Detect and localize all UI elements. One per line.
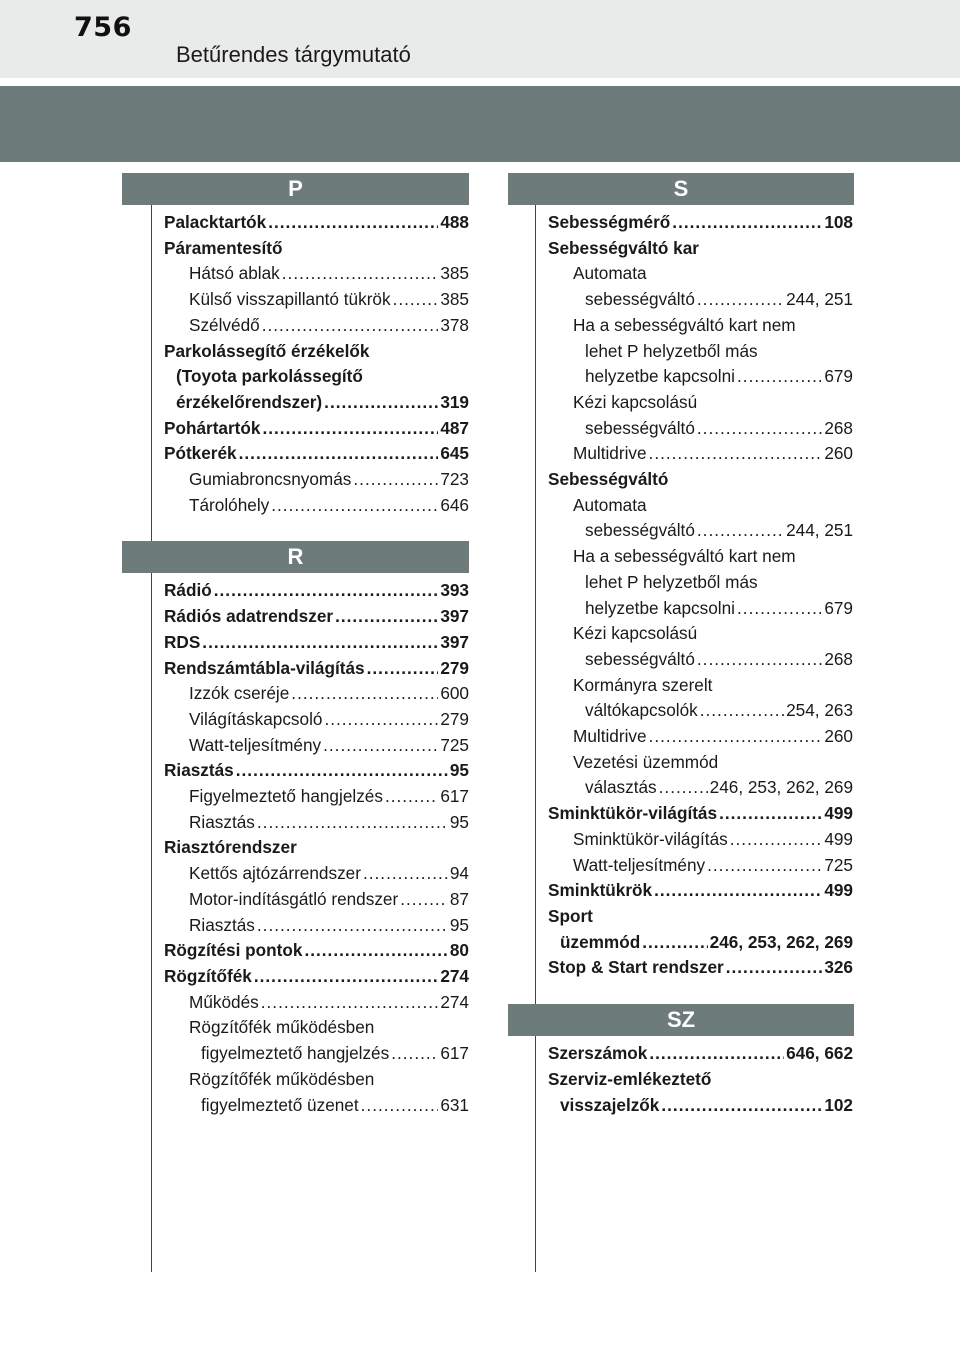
entry-page-ref: 254, 263 xyxy=(786,700,853,721)
entry-term: Watt-teljesítmény xyxy=(189,734,322,755)
index-entry xyxy=(536,801,854,827)
index-entry xyxy=(152,784,470,810)
index-entry xyxy=(536,955,854,981)
section-letter-heading: SZ xyxy=(508,1004,854,1036)
entry-term: Figyelmeztető hangjelzés xyxy=(189,786,383,807)
entry-term: figyelmeztető hangjelzés xyxy=(201,1043,390,1064)
entry-term: Pohártartók xyxy=(164,417,261,438)
entry-term: Tárolóhely xyxy=(189,494,270,515)
index-entry xyxy=(536,878,854,904)
entry-term: Rögzítőfék működésben xyxy=(189,1068,375,1089)
entry-term: Sport xyxy=(548,905,593,926)
dot-leader xyxy=(268,210,438,236)
entry-page-ref: 246, 253, 262, 269 xyxy=(709,777,853,798)
entry-page-ref: 95 xyxy=(449,914,469,935)
dot-leader xyxy=(661,1093,822,1119)
index-section-r xyxy=(152,541,470,1118)
index-entry xyxy=(536,904,854,930)
dot-leader xyxy=(400,887,448,913)
entry-term: Szerszámok xyxy=(548,1043,648,1064)
entry-term: Sebességmérő xyxy=(548,212,671,232)
entry-page-ref: 499 xyxy=(824,828,853,849)
index-entry xyxy=(152,1093,470,1119)
index-entry xyxy=(152,938,470,964)
entry-page-ref: 279 xyxy=(440,657,469,678)
dot-leader xyxy=(737,596,822,622)
entry-term: üzemmód xyxy=(560,931,641,952)
dot-leader xyxy=(291,681,438,707)
dot-leader xyxy=(254,964,438,990)
dot-leader xyxy=(654,878,822,904)
entry-page-ref: 268 xyxy=(824,417,853,438)
index-entry xyxy=(152,707,470,733)
index-entry xyxy=(152,313,470,339)
entry-term: Palacktartók xyxy=(164,212,267,232)
index-entry xyxy=(536,621,854,647)
entry-term: Sminktükör-világítás xyxy=(548,803,718,824)
entry-page-ref: 385 xyxy=(440,289,469,310)
entry-term: Automata xyxy=(573,494,647,515)
section-letter-heading: S xyxy=(508,173,854,205)
entry-page-ref: 87 xyxy=(449,888,469,909)
entry-term: Automata xyxy=(573,263,647,284)
entry-page-ref: 274 xyxy=(440,965,469,986)
entry-page-ref: 393 xyxy=(440,580,469,601)
index-entry xyxy=(536,467,854,493)
dot-leader xyxy=(730,827,823,853)
entry-term: sebességváltó xyxy=(585,289,695,310)
index-entry xyxy=(152,287,470,313)
dot-leader xyxy=(642,930,707,956)
dot-leader xyxy=(672,210,822,236)
entry-term: Multidrive xyxy=(573,726,647,747)
index-entry xyxy=(536,390,854,416)
entry-term: Sebességváltó kar xyxy=(548,237,699,258)
entry-page-ref: 646, 662 xyxy=(786,1043,853,1064)
index-entry xyxy=(152,630,470,656)
entry-term: lehet P helyzetből más xyxy=(585,571,758,592)
index-entry xyxy=(152,1015,470,1041)
entry-page-ref: 499 xyxy=(824,803,853,824)
entry-term: Pótkerék xyxy=(164,443,237,464)
dot-leader xyxy=(393,287,439,313)
section-letter-heading: R xyxy=(122,541,469,573)
index-entry xyxy=(152,1067,470,1093)
section-letter-heading: P xyxy=(122,173,469,205)
index-entries xyxy=(536,1036,854,1118)
entry-term: Rögzítési pontok xyxy=(164,940,303,961)
entry-page-ref: 499 xyxy=(824,880,853,901)
index-entry xyxy=(536,416,854,442)
dot-leader xyxy=(261,990,439,1016)
index-entry xyxy=(536,1067,854,1093)
index-entry xyxy=(152,441,470,467)
entry-term: Rádió xyxy=(164,580,212,601)
dot-leader xyxy=(202,630,438,656)
header-band xyxy=(0,86,960,162)
index-entry xyxy=(536,210,854,236)
entry-term: sebességváltó xyxy=(585,648,695,669)
entry-term: Ha a sebességváltó kart nem xyxy=(573,546,796,567)
index-entry xyxy=(152,990,470,1016)
index-column-right xyxy=(535,173,854,1272)
index-entry xyxy=(152,604,470,630)
entry-page-ref: 244, 251 xyxy=(786,289,853,310)
dot-leader xyxy=(700,698,784,724)
entry-term: Működés xyxy=(189,991,259,1012)
dot-leader xyxy=(363,861,448,887)
entry-page-ref: 617 xyxy=(440,786,469,807)
entry-term: Motor-indításgátló rendszer xyxy=(189,888,399,909)
dot-leader xyxy=(353,467,438,493)
entry-page-ref: 80 xyxy=(449,940,469,961)
index-entry xyxy=(152,339,470,365)
index-entry xyxy=(152,261,470,287)
dot-leader xyxy=(324,390,438,416)
index-entry xyxy=(152,681,470,707)
dot-leader xyxy=(257,810,448,836)
entry-term: Riasztás xyxy=(189,914,255,935)
index-entry xyxy=(152,810,470,836)
index-entries xyxy=(152,205,470,518)
index-entry xyxy=(536,853,854,879)
entry-page-ref: 260 xyxy=(824,726,853,747)
entry-term: sebességváltó xyxy=(585,417,695,438)
dot-leader xyxy=(707,853,822,879)
index-entry xyxy=(152,578,470,604)
dot-leader xyxy=(737,364,822,390)
index-entry xyxy=(536,518,854,544)
dot-leader xyxy=(391,1041,438,1067)
entry-term: Riasztás xyxy=(164,760,234,781)
entry-term: Riasztórendszer xyxy=(164,837,297,858)
entry-page-ref: 279 xyxy=(440,708,469,729)
dot-leader xyxy=(323,733,438,759)
dot-leader xyxy=(335,604,438,630)
dot-leader xyxy=(719,801,822,827)
entry-term: Szerviz-emlékeztető xyxy=(548,1068,712,1089)
entry-page-ref: 326 xyxy=(824,957,853,978)
index-entry xyxy=(536,827,854,853)
dot-leader xyxy=(214,578,439,604)
dot-leader xyxy=(726,955,823,981)
entry-page-ref: 631 xyxy=(440,1094,469,1115)
entry-term: Multidrive xyxy=(573,443,647,464)
index-entry xyxy=(152,835,470,861)
entry-page-ref: 260 xyxy=(824,443,853,464)
dot-leader xyxy=(697,287,784,313)
entry-page-ref: 246, 253, 262, 269 xyxy=(709,931,853,952)
index-entry xyxy=(536,570,854,596)
index-entry xyxy=(536,364,854,390)
index-entry xyxy=(152,236,470,262)
entry-page-ref: 95 xyxy=(449,760,469,781)
index-entry xyxy=(536,596,854,622)
entry-term: Külső visszapillantó tükrök xyxy=(189,289,391,310)
entry-page-ref: 646 xyxy=(440,494,469,515)
entry-term: Hátsó ablak xyxy=(189,263,280,284)
dot-leader xyxy=(697,416,822,442)
entry-term: helyzetbe kapcsolni xyxy=(585,366,736,387)
index-entry xyxy=(152,913,470,939)
entry-page-ref: 725 xyxy=(824,854,853,875)
index-entry xyxy=(536,261,854,287)
entry-page-ref: 319 xyxy=(440,391,469,412)
entry-page-ref: 94 xyxy=(449,863,469,884)
entry-term: Stop & Start rendszer xyxy=(548,957,724,978)
dot-leader xyxy=(262,313,439,339)
entry-term: visszajelzők xyxy=(560,1094,660,1115)
entry-term: Riasztás xyxy=(189,811,255,832)
entry-term: Kettős ajtózárrendszer xyxy=(189,863,361,884)
dot-leader xyxy=(649,441,823,467)
entry-term: helyzetbe kapcsolni xyxy=(585,597,736,618)
index-entry xyxy=(152,887,470,913)
entry-term: Kormányra szerelt xyxy=(573,674,713,695)
dot-leader xyxy=(271,493,438,519)
entry-term: Parkolássegítő érzékelők xyxy=(164,340,370,361)
dot-leader xyxy=(367,656,439,682)
entry-term: Gumiabroncsnyomás xyxy=(189,469,352,490)
index-entry xyxy=(536,775,854,801)
entry-page-ref: 102 xyxy=(824,1094,853,1115)
dot-leader xyxy=(659,775,708,801)
index-entries xyxy=(536,205,854,981)
entry-term: Ha a sebességváltó kart nem xyxy=(573,314,796,335)
index-entry xyxy=(152,467,470,493)
dot-leader xyxy=(282,261,439,287)
entry-term: Rádiós adatrendszer xyxy=(164,606,334,627)
entry-term: választás xyxy=(585,777,657,798)
index-entry xyxy=(152,493,470,519)
entry-term: érzékelőrendszer) xyxy=(176,391,323,412)
entry-term: Rendszámtábla-világítás xyxy=(164,657,365,678)
dot-leader xyxy=(385,784,438,810)
entry-page-ref: 268 xyxy=(824,648,853,669)
index-section-sz xyxy=(536,1004,854,1118)
entry-term: figyelmeztető üzenet xyxy=(201,1094,359,1115)
index-entry xyxy=(536,339,854,365)
entry-term: Világításkapcsoló xyxy=(189,708,323,729)
index-entry xyxy=(536,544,854,570)
index-entry xyxy=(152,416,470,442)
dot-leader xyxy=(239,441,439,467)
entry-term: Sminktükör-világítás xyxy=(573,828,728,849)
index-section-s xyxy=(536,173,854,981)
index-entry xyxy=(536,930,854,956)
dot-leader xyxy=(257,913,448,939)
entry-page-ref: 397 xyxy=(440,631,469,652)
index-entries xyxy=(152,573,470,1118)
entry-page-ref: 385 xyxy=(440,263,469,284)
entry-page-ref: 679 xyxy=(824,366,853,387)
index-entry xyxy=(152,861,470,887)
entry-page-ref: 487 xyxy=(440,417,469,438)
index-entry xyxy=(536,236,854,262)
index-entry xyxy=(152,758,470,784)
index-entry xyxy=(152,1041,470,1067)
index-entry xyxy=(536,673,854,699)
entry-term: Vezetési üzemmód xyxy=(573,751,719,772)
index-entry xyxy=(152,210,470,236)
dot-leader xyxy=(324,707,438,733)
entry-page-ref: 397 xyxy=(440,606,469,627)
dot-leader xyxy=(361,1093,439,1119)
index-entry xyxy=(152,390,470,416)
index-entry xyxy=(152,656,470,682)
entry-term: Páramentesítő xyxy=(164,237,283,258)
entry-page-ref: 725 xyxy=(440,734,469,755)
dot-leader xyxy=(262,416,438,442)
entry-page-ref: 244, 251 xyxy=(786,520,853,541)
index-column-left xyxy=(151,173,470,1272)
dot-leader xyxy=(697,647,822,673)
index-entry xyxy=(536,1041,854,1067)
index-entry xyxy=(536,647,854,673)
index-entry xyxy=(536,493,854,519)
entry-term: sebességváltó xyxy=(585,520,695,541)
index-entry xyxy=(152,964,470,990)
index-entry xyxy=(536,1093,854,1119)
entry-term: Sebességváltó xyxy=(548,469,669,490)
entry-page-ref: 378 xyxy=(440,314,469,335)
index-entry xyxy=(152,733,470,759)
entry-term: Rögzítőfék xyxy=(164,965,252,986)
entry-term: RDS xyxy=(164,631,201,652)
index-entry xyxy=(536,750,854,776)
page-number: 756 xyxy=(74,12,132,43)
index-entry xyxy=(536,313,854,339)
entry-term: váltókapcsolók xyxy=(585,700,698,721)
page-title: Betűrendes tárgymutató xyxy=(176,42,411,67)
entry-page-ref: 274 xyxy=(440,991,469,1012)
dot-leader xyxy=(304,938,447,964)
entry-term: Izzók cseréje xyxy=(189,683,290,704)
entry-term: Sminktükrök xyxy=(548,880,653,901)
entry-page-ref: 488 xyxy=(440,212,469,232)
entry-term: (Toyota parkolássegítő xyxy=(176,366,363,387)
entry-page-ref: 108 xyxy=(824,212,853,232)
index-entry xyxy=(536,287,854,313)
entry-page-ref: 617 xyxy=(440,1043,469,1064)
index-entry xyxy=(152,364,470,390)
entry-term: Watt-teljesítmény xyxy=(573,854,706,875)
entry-page-ref: 95 xyxy=(449,811,469,832)
dot-leader xyxy=(697,518,784,544)
entry-page-ref: 645 xyxy=(440,443,469,464)
index-section-p xyxy=(152,173,470,518)
dot-leader xyxy=(649,1041,784,1067)
entry-term: lehet P helyzetből más xyxy=(585,340,758,361)
entry-term: Kézi kapcsolású xyxy=(573,623,698,644)
entry-term: Szélvédő xyxy=(189,314,260,335)
index-entry xyxy=(536,724,854,750)
dot-leader xyxy=(649,724,823,750)
entry-page-ref: 600 xyxy=(440,683,469,704)
entry-page-ref: 723 xyxy=(440,469,469,490)
entry-term: Kézi kapcsolású xyxy=(573,391,698,412)
entry-term: Rögzítőfék működésben xyxy=(189,1017,375,1038)
dot-leader xyxy=(236,758,448,784)
index-entry xyxy=(536,698,854,724)
index-entry xyxy=(536,441,854,467)
entry-page-ref: 679 xyxy=(824,597,853,618)
page-header xyxy=(0,0,960,78)
